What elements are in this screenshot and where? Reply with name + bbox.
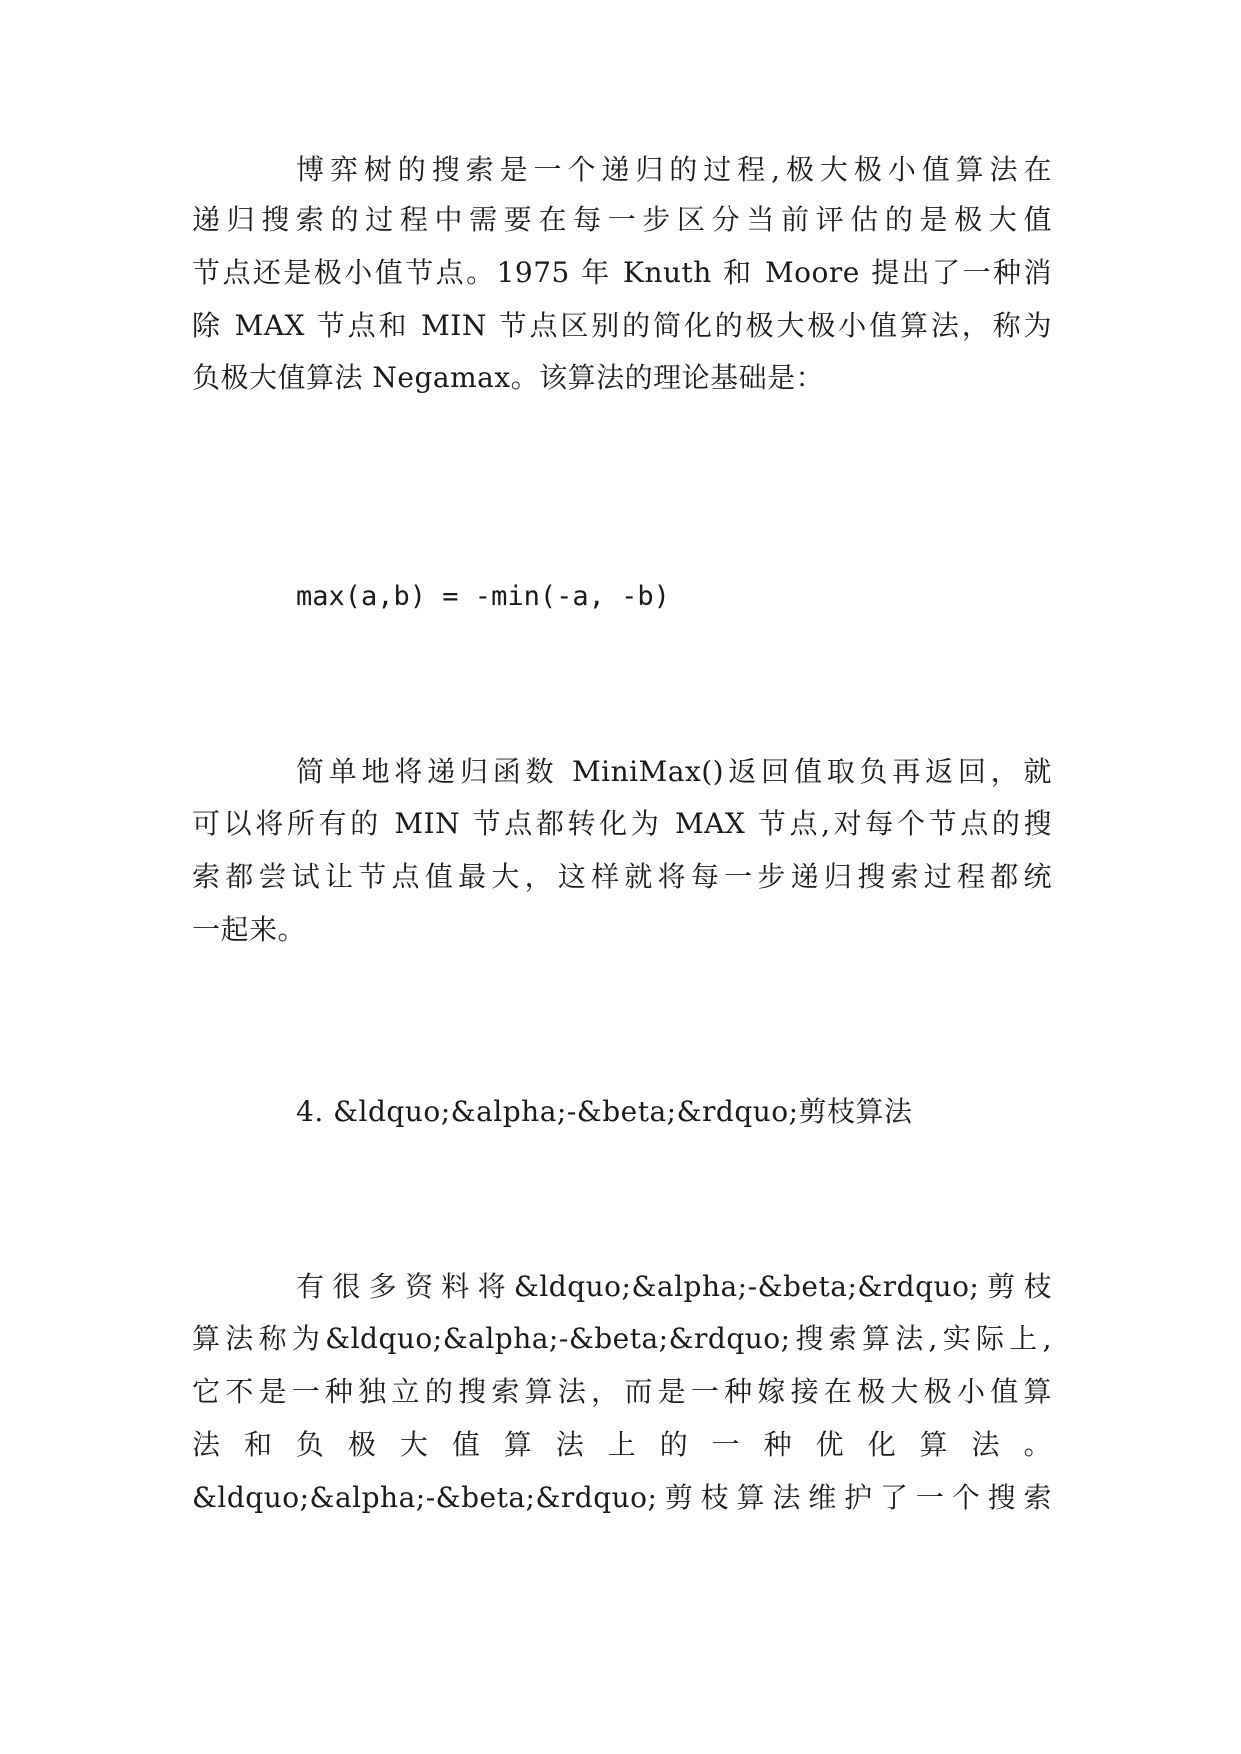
paragraph-line: 简单地将递归函数 MiniMax()返回值取负再返回，就 (296, 755, 1052, 788)
paragraph-line: 算法称为&ldquo;&alpha;-&beta;&rdquo;搜索算法,实际上, (192, 1322, 1052, 1355)
formula-text: max(a,b) = -min(-a, -b) (296, 581, 670, 612)
paragraph-line: 递归搜索的过程中需要在每一步区分当前评估的是极大值 (192, 203, 1052, 236)
section-heading-text: 4. &ldquo;&alpha;-&beta;&rdquo;剪枝算法 (296, 1095, 913, 1128)
paragraph-line: 节点还是极小值节点。1975 年 Knuth 和 Moore 提出了一种消 (192, 256, 1052, 289)
paragraph-line: &ldquo;&alpha;-&beta;&rdquo;剪枝算法维护了一个搜索 (192, 1481, 1052, 1514)
paragraph-line: 法 和 负 极 大 值 算 法 上 的 一 种 优 化 算 法 。 (192, 1428, 1052, 1461)
paragraph-line: 博弈树的搜索是一个递归的过程,极大极小值算法在 (296, 153, 1052, 186)
paragraph-line: 一起来。 (192, 913, 307, 946)
paragraph-line: 有很多资料将&ldquo;&alpha;-&beta;&rdquo;剪枝 (296, 1270, 1052, 1303)
paragraph-line: 负极大值算法 Negamax。该算法的理论基础是： (192, 361, 825, 394)
paragraph-line: 索都尝试让节点值最大，这样就将每一步递归搜索过程都统 (192, 860, 1052, 893)
paragraph-line: 可以将所有的 MIN 节点都转化为 MAX 节点,对每个节点的搜 (192, 807, 1052, 840)
paragraph-line: 除 MAX 节点和 MIN 节点区别的简化的极大极小值算法，称为 (192, 309, 1052, 342)
paragraph-line: 它不是一种独立的搜索算法，而是一种嫁接在极大极小值算 (192, 1375, 1052, 1408)
